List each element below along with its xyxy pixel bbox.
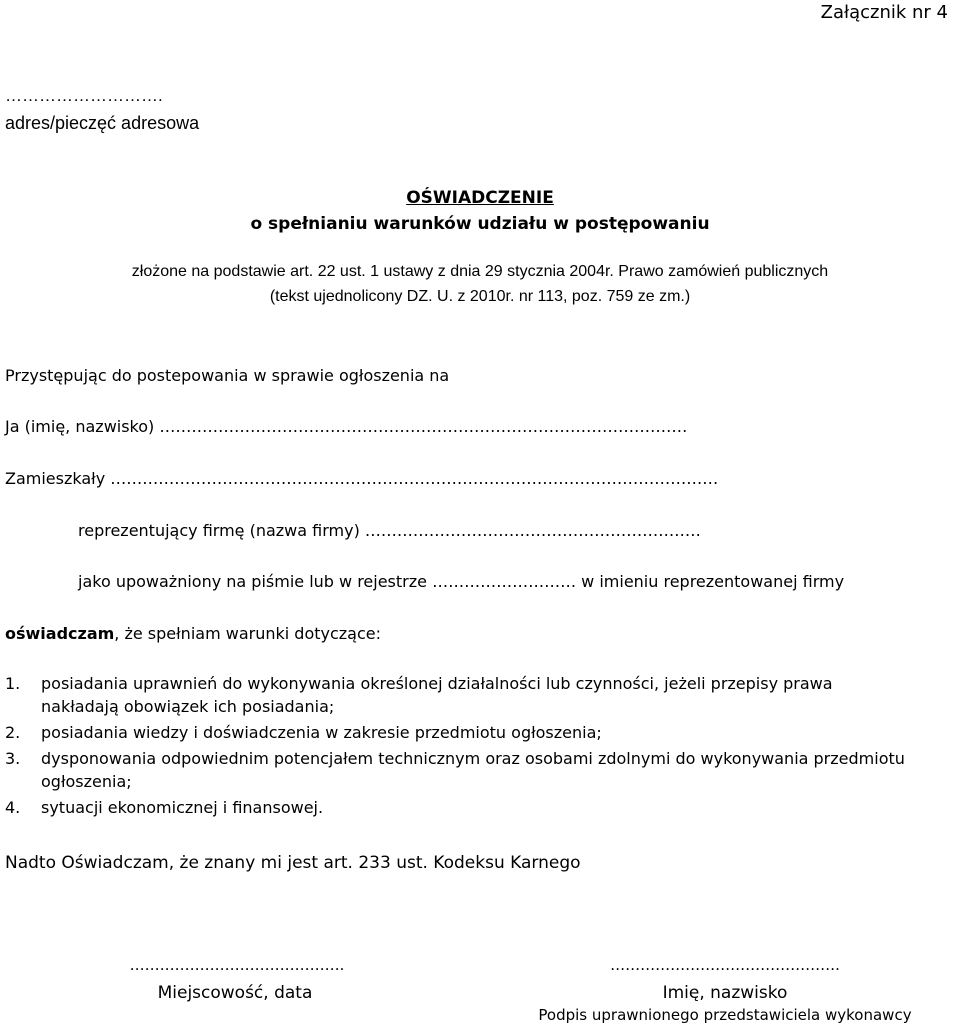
document-title: OŚWIADCZENIE: [406, 188, 554, 208]
authorization-suffix: w imieniu reprezentowanej firmy: [581, 572, 845, 591]
name-row: [5, 417, 687, 436]
condition-item: [5, 672, 905, 718]
legal-basis-line-2: (tekst ujednolicony DZ. U. z 2010r. nr 113, poz. 759 ze zm.): [269, 288, 691, 305]
condition-number: 3.: [5, 749, 21, 768]
name-fill-dots: ………………………………………………………………………………………: [159, 417, 688, 436]
company-fill-dots: ………………………………………………………: [364, 521, 701, 540]
criminal-code-statement: Nadto Oświadczam, że znany mi jest art. 233 ust. Kodeksu Karnego: [5, 853, 581, 873]
address-stamp-label: adres/pieczęć adresowa: [5, 113, 200, 133]
residence-fill-dots: ……………………………………………………………………………………………………: [110, 469, 719, 488]
declaration-bold: oświadczam: [5, 624, 115, 643]
name-signature-dots: ……………………………………….: [610, 956, 840, 974]
residence-label: Zamieszkały: [5, 469, 106, 488]
condition-number: 2.: [5, 723, 21, 742]
declaration-rest: , że spełniam warunki dotyczące:: [114, 624, 382, 643]
name-signature-label: Imię, nazwisko: [662, 983, 788, 1003]
place-date-dots: …………………………………….: [129, 956, 345, 974]
name-label: Ja (imię, nazwisko): [5, 417, 155, 436]
condition-text: posiadania wiedzy i doświadczenia w zakresie przedmiotu ogłoszenia;: [41, 723, 602, 742]
company-label: reprezentujący firmę (nazwa firmy): [78, 521, 360, 540]
authorization-fill-dots: ………………………: [432, 572, 577, 591]
conditions-list: [5, 672, 905, 822]
condition-text: sytuacji ekonomicznej i finansowej.: [41, 798, 324, 817]
condition-number: 1.: [5, 674, 21, 693]
company-row: [78, 521, 701, 540]
condition-item: [5, 747, 905, 793]
condition-item: [5, 796, 905, 819]
intro-text: Przystępując do postepowania w sprawie ogłoszenia na: [5, 366, 450, 385]
condition-item: [5, 721, 905, 744]
address-dots: ……………………….: [5, 86, 163, 105]
address-row: [5, 469, 718, 488]
authorization-row: [78, 572, 844, 591]
place-date-label: Miejscowość, data: [157, 983, 313, 1003]
signatory-label: Podpis uprawnionego przedstawiciela wykonawcy: [538, 1006, 912, 1024]
document-subtitle: o spełnianiu warunków udziału w postępowaniu: [250, 214, 710, 234]
condition-text: posiadania uprawnień do wykonywania określonej działalności lub czynności, jeżeli przepisy prawa nakładają obowiązek ich posiadania;: [41, 674, 833, 716]
legal-basis-line-1: złożone na podstawie art. 22 ust. 1 ustawy z dnia 29 stycznia 2004r. Prawo zamówień publicznych: [131, 263, 829, 280]
condition-text: dysponowania odpowiednim potencjałem technicznym oraz osobami zdolnymi do wykonywania przedmiotu ogłoszenia;: [41, 749, 905, 791]
declaration-line: [5, 624, 381, 643]
condition-number: 4.: [5, 798, 21, 817]
authorization-label: jako upoważniony na piśmie lub w rejestrze: [78, 572, 427, 591]
attachment-label: Załącznik nr 4: [820, 2, 948, 23]
